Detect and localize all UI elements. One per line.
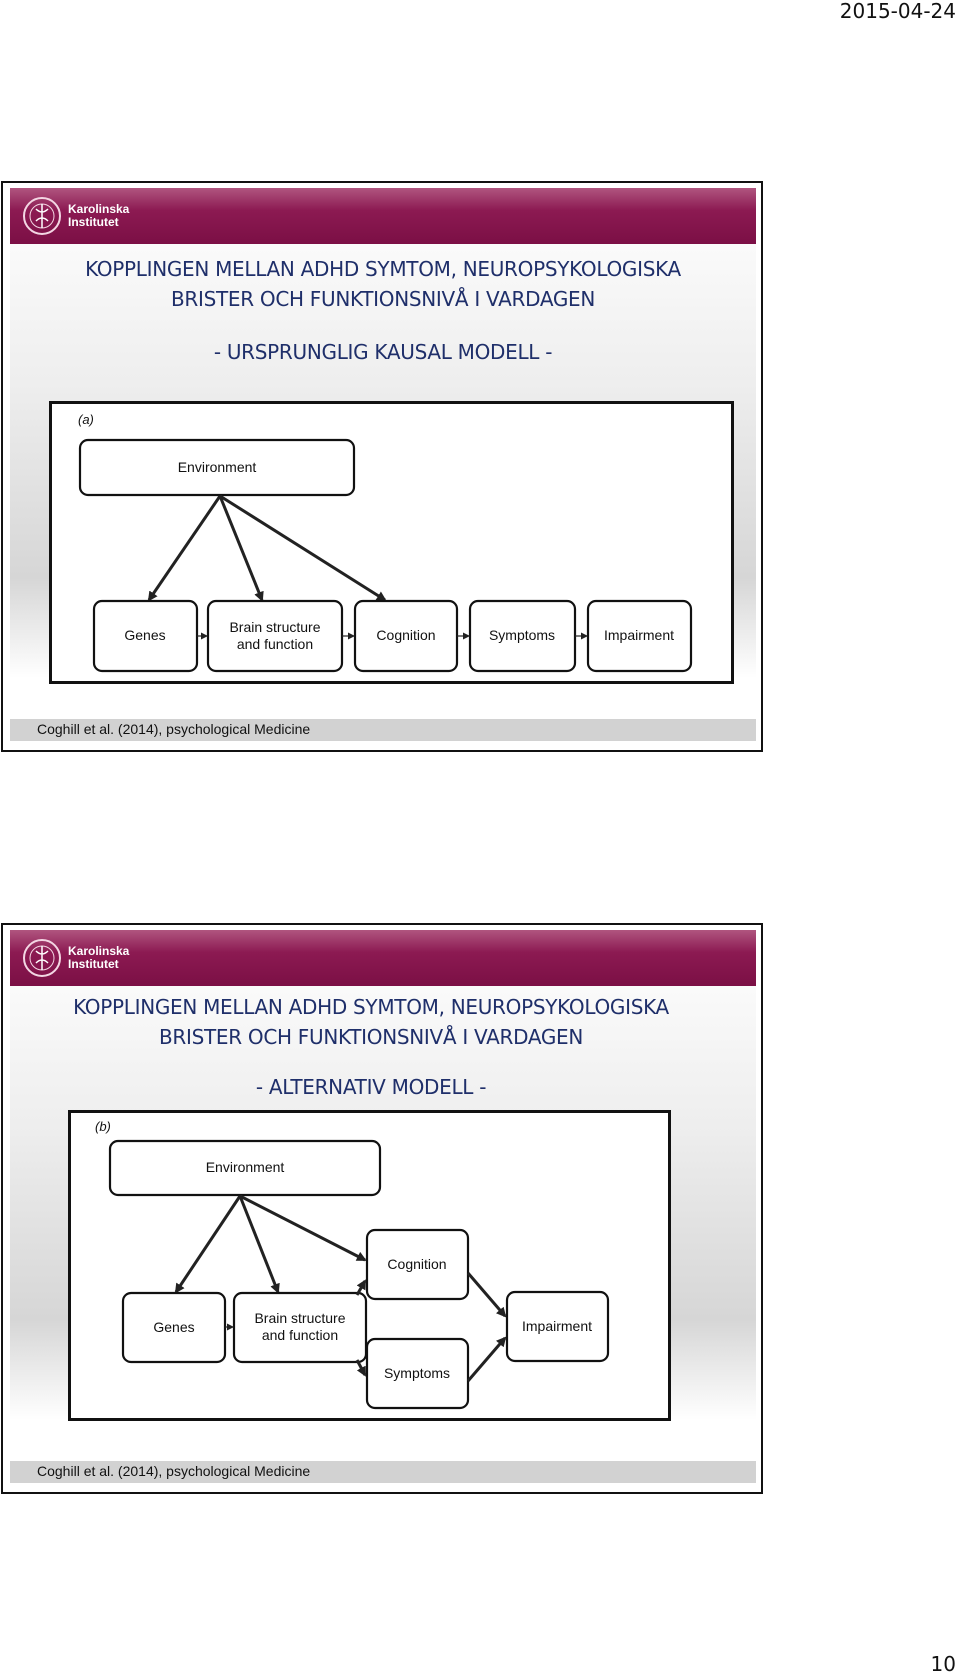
arrow-environment-brain [220, 496, 262, 600]
page-number: 10 [930, 1652, 956, 1676]
arrow-environment-genes [176, 1196, 240, 1292]
slide-2-footer [10, 1461, 756, 1483]
environment-label: Environment [177, 459, 257, 475]
karolinska-logo [20, 937, 129, 979]
brain-label-line-1: Brain structure [254, 1310, 346, 1326]
logo-line-1: Karolinska [68, 202, 130, 216]
impairment-label: Impairment [603, 627, 675, 643]
arrow-environment-brain [240, 1196, 278, 1292]
environment-label: Environment [205, 1159, 285, 1175]
slide-1-title-line-2: BRISTER OCH FUNKTIONSNIVÅ I VARDAGEN [170, 287, 596, 311]
arrow-symptoms-impairment [468, 1338, 505, 1381]
slide-1-content [10, 188, 756, 745]
logo-line-2: Institutet [68, 215, 119, 229]
slide-1 [1, 181, 763, 752]
causal-diagram-a [52, 404, 731, 681]
figure-a-tag: (a) [78, 412, 94, 427]
page-date: 2015-04-24 [839, 0, 956, 23]
slide-2-title-line-1: KOPPLINGEN MELLAN ADHD SYMTOM, NEUROPSYKOLOGISKA [73, 995, 669, 1019]
impairment-label: Impairment [521, 1318, 593, 1334]
brain-label-line-2: and function [261, 1327, 339, 1343]
slide-2-content [10, 930, 756, 1487]
figure-b-tag: (b) [95, 1119, 111, 1134]
cognition-label: Cognition [387, 1256, 447, 1272]
slide-1-banner [10, 188, 756, 244]
karolinska-logo [20, 195, 129, 237]
symptoms-label: Symptoms [488, 627, 556, 643]
symptoms-label: Symptoms [383, 1365, 451, 1381]
slide-1-title-line-1: KOPPLINGEN MELLAN ADHD SYMTOM, NEUROPSYKOLOGISKA [85, 257, 681, 281]
genes-label: Genes [124, 627, 166, 643]
slide-1-subtitle: - URSPRUNGLIG KAUSAL MODELL - [213, 340, 553, 364]
karolinska-seal-icon [20, 195, 64, 237]
arrow-environment-cognition [220, 496, 385, 600]
karolinska-seal-icon [20, 937, 64, 979]
genes-label: Genes [153, 1319, 195, 1335]
arrow-environment-genes [149, 496, 220, 600]
slide-1-footer [10, 719, 756, 741]
slide-2-subtitle: - ALTERNATIV MODELL - [255, 1075, 487, 1099]
slide-2-citation: Coghill et al. (2014), psychological Medicine [37, 1463, 311, 1479]
slide-2 [1, 923, 763, 1494]
causal-diagram-b [71, 1113, 668, 1418]
brain-label-line-1: Brain structure [229, 619, 321, 635]
cognition-label: Cognition [376, 627, 436, 643]
logo-line-1: Karolinska [68, 944, 130, 958]
brain-label-line-2: and function [236, 636, 314, 652]
arrow-cognition-impairment [468, 1273, 505, 1316]
figure-a [49, 401, 734, 684]
slide-2-title [10, 992, 756, 1052]
slide-1-title [10, 254, 756, 314]
arrow-environment-cognition [240, 1196, 365, 1260]
figure-b [68, 1110, 671, 1421]
slide-1-citation: Coghill et al. (2014), psychological Medicine [37, 721, 311, 737]
logo-line-2: Institutet [68, 957, 119, 971]
slide-2-banner [10, 930, 756, 986]
slide-2-title-line-2: BRISTER OCH FUNKTIONSNIVÅ I VARDAGEN [158, 1025, 584, 1049]
